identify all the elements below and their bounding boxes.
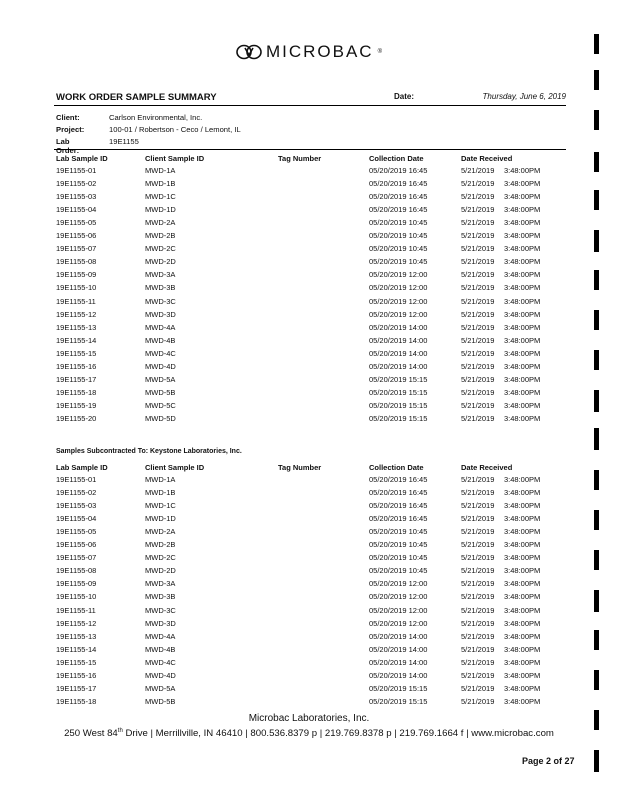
- scan-mark: [594, 152, 599, 172]
- received-time: 3:48:00PM: [504, 244, 541, 254]
- received-date: 5/21/2019: [461, 361, 495, 371]
- table-row: [56, 349, 566, 362]
- received-time: 3:48:00PM: [504, 683, 541, 693]
- footer-address-post: Drive | Merrillville, IN 46410 | 800.536.8379 p | 219.769.8378 p | 219.769.1664 f | www.microbac.com: [122, 728, 554, 740]
- client-sample-id: MWD-1A: [145, 166, 176, 175]
- client-sample-id: MWD-3A: [145, 579, 176, 589]
- received-time: 3:48:00PM: [504, 592, 541, 602]
- lab-sample-id: 19E1155-03: [56, 192, 97, 202]
- table-row: [56, 388, 566, 401]
- lab-sample-id: 19E1155-01: [56, 475, 97, 484]
- lab-sample-id: 19E1155-16: [56, 361, 97, 371]
- page-title: WORK ORDER SAMPLE SUMMARY: [56, 92, 217, 103]
- received-time: 3:48:00PM: [504, 322, 541, 332]
- table-row: [56, 697, 566, 710]
- table-row: [56, 205, 566, 218]
- collection-date: 05/20/2019 12:00: [369, 283, 428, 293]
- lab-sample-id: 19E1155-01: [56, 166, 97, 175]
- lab-sample-id: 19E1155-09: [56, 579, 97, 589]
- received-time: 3:48:00PM: [504, 309, 541, 319]
- scan-mark: [594, 190, 599, 210]
- lab-sample-id: 19E1155-17: [56, 683, 97, 693]
- client-sample-id: MWD-4A: [145, 631, 176, 641]
- scan-mark: [594, 350, 599, 370]
- col-lab-sample-id: Lab Sample ID: [56, 463, 108, 472]
- lab-sample-id: 19E1155-11: [56, 296, 96, 306]
- page-number: Page 2 of 27: [522, 756, 575, 766]
- received-time: 3:48:00PM: [504, 579, 541, 589]
- collection-date: 05/20/2019 15:15: [369, 696, 428, 706]
- collection-date: 05/20/2019 16:45: [369, 179, 428, 189]
- received-date: 5/21/2019: [461, 335, 495, 345]
- received-time: 3:48:00PM: [504, 257, 541, 267]
- received-date: 5/21/2019: [461, 257, 495, 267]
- received-time: 3:48:00PM: [504, 374, 541, 384]
- project-label: Project:: [56, 125, 85, 134]
- collection-date: 05/20/2019 10:45: [369, 553, 428, 563]
- collection-date: 05/20/2019 14:00: [369, 322, 428, 332]
- received-time: 3:48:00PM: [504, 270, 541, 280]
- scan-mark: [594, 110, 599, 130]
- client-label: Client:: [56, 113, 80, 122]
- client-sample-id: MWD-5B: [145, 387, 176, 397]
- client-sample-id: MWD-1B: [145, 179, 176, 189]
- header-rule: [54, 105, 566, 106]
- collection-date: 05/20/2019 10:45: [369, 218, 428, 228]
- received-date: 5/21/2019: [461, 322, 495, 332]
- lab-sample-id: 19E1155-14: [56, 644, 97, 654]
- received-date: 5/21/2019: [461, 657, 495, 667]
- lab-sample-id: 19E1155-10: [56, 283, 97, 293]
- lab-sample-id: 19E1155-06: [56, 231, 97, 241]
- collection-date: 05/20/2019 14:00: [369, 670, 428, 680]
- received-date: 5/21/2019: [461, 592, 495, 602]
- received-time: 3:48:00PM: [504, 348, 541, 358]
- client-sample-id: MWD-1D: [145, 205, 176, 215]
- received-date: 5/21/2019: [461, 566, 495, 576]
- scan-mark: [594, 428, 599, 450]
- table-row: [56, 231, 566, 244]
- lab-sample-id: 19E1155-05: [56, 527, 97, 537]
- lab-sample-id: 19E1155-02: [56, 488, 97, 498]
- received-time: 3:48:00PM: [504, 644, 541, 654]
- collection-date: 05/20/2019 16:45: [369, 475, 428, 484]
- received-time: 3:48:00PM: [504, 231, 541, 241]
- table-row: [56, 619, 566, 632]
- client-sample-id: MWD-5D: [145, 413, 176, 423]
- received-time: 3:48:00PM: [504, 166, 541, 175]
- collection-date: 05/20/2019 15:15: [369, 413, 428, 423]
- client-sample-id: MWD-2C: [145, 244, 176, 254]
- client-sample-id: MWD-3D: [145, 309, 176, 319]
- received-date: 5/21/2019: [461, 618, 495, 628]
- client-sample-id: MWD-2A: [145, 218, 176, 228]
- table-row: [56, 684, 566, 697]
- lab-sample-id: 19E1155-08: [56, 257, 97, 267]
- received-date: 5/21/2019: [461, 296, 495, 306]
- date-value: Thursday, June 6, 2019: [482, 92, 566, 101]
- received-date: 5/21/2019: [461, 683, 495, 693]
- collection-date: 05/20/2019 14:00: [369, 361, 428, 371]
- received-date: 5/21/2019: [461, 579, 495, 589]
- microbac-emblem-icon: [236, 44, 262, 60]
- received-date: 5/21/2019: [461, 644, 495, 654]
- lab-sample-id: 19E1155-17: [56, 374, 97, 384]
- received-date: 5/21/2019: [461, 205, 495, 215]
- received-time: 3:48:00PM: [504, 657, 541, 667]
- client-sample-id: MWD-5B: [145, 696, 176, 706]
- scan-mark: [594, 510, 599, 530]
- received-date: 5/21/2019: [461, 670, 495, 680]
- collection-date: 05/20/2019 10:45: [369, 527, 428, 537]
- received-date: 5/21/2019: [461, 374, 495, 384]
- table-row: [56, 336, 566, 349]
- collection-date: 05/20/2019 16:45: [369, 205, 428, 215]
- collection-date: 05/20/2019 15:15: [369, 374, 428, 384]
- table-row: [56, 166, 566, 179]
- lab-order-value: 19E1155: [109, 137, 139, 146]
- table-row: [56, 475, 566, 488]
- lab-sample-id: 19E1155-20: [56, 413, 97, 423]
- client-sample-id: MWD-4B: [145, 335, 176, 345]
- logo-text: MICROBAC: [265, 42, 374, 61]
- received-date: 5/21/2019: [461, 475, 495, 484]
- scan-mark: [594, 70, 599, 90]
- received-time: 3:48:00PM: [504, 566, 541, 576]
- received-time: 3:48:00PM: [504, 475, 541, 484]
- received-time: 3:48:00PM: [504, 553, 541, 563]
- collection-date: 05/20/2019 10:45: [369, 244, 428, 254]
- logo-registered-mark: ®: [377, 49, 383, 55]
- scan-mark: [594, 270, 599, 290]
- footer-address: [0, 728, 618, 739]
- client-sample-id: MWD-2B: [145, 231, 176, 241]
- table-row: [56, 310, 566, 323]
- scan-mark: [594, 710, 599, 730]
- client-sample-id: MWD-3A: [145, 270, 176, 280]
- table-row: [56, 540, 566, 553]
- report-header: [56, 92, 566, 104]
- received-date: 5/21/2019: [461, 218, 495, 228]
- received-time: 3:48:00PM: [504, 179, 541, 189]
- received-date: 5/21/2019: [461, 527, 495, 537]
- client-sample-id: MWD-3C: [145, 296, 176, 306]
- table-row: [56, 218, 566, 231]
- lab-sample-id: 19E1155-04: [56, 205, 97, 215]
- collection-date: 05/20/2019 14:00: [369, 657, 428, 667]
- lab-sample-id: 19E1155-08: [56, 566, 97, 576]
- collection-date: 05/20/2019 12:00: [369, 296, 428, 306]
- received-time: 3:48:00PM: [504, 501, 541, 511]
- received-date: 5/21/2019: [461, 387, 495, 397]
- client-sample-id: MWD-4B: [145, 644, 176, 654]
- collection-date: 05/20/2019 12:00: [369, 579, 428, 589]
- lab-sample-id: 19E1155-07: [56, 553, 97, 563]
- collection-date: 05/20/2019 10:45: [369, 566, 428, 576]
- table-row: [56, 362, 566, 375]
- client-sample-id: MWD-3B: [145, 592, 176, 602]
- date-label: Date:: [394, 92, 415, 101]
- collection-date: 05/20/2019 14:00: [369, 335, 428, 345]
- received-date: 5/21/2019: [461, 400, 495, 410]
- lab-sample-id: 19E1155-15: [56, 657, 97, 667]
- collection-date: 05/20/2019 16:45: [369, 488, 428, 498]
- collection-date: 05/20/2019 12:00: [369, 309, 428, 319]
- lab-sample-id: 19E1155-10: [56, 592, 97, 602]
- collection-date: 05/20/2019 16:45: [369, 166, 428, 175]
- client-value: Carlson Environmental, Inc.: [109, 113, 203, 122]
- received-time: 3:48:00PM: [504, 488, 541, 498]
- lab-sample-id: 19E1155-11: [56, 605, 96, 615]
- col-date-received: Date Received: [461, 463, 513, 472]
- client-sample-id: MWD-1A: [145, 475, 176, 484]
- table-row: [56, 658, 566, 671]
- received-time: 3:48:00PM: [504, 696, 541, 706]
- footer-address-pre: 250 West 84: [64, 728, 118, 740]
- lab-sample-id: 19E1155-14: [56, 335, 97, 345]
- received-time: 3:48:00PM: [504, 527, 541, 537]
- received-time: 3:48:00PM: [504, 296, 541, 306]
- client-sample-id: MWD-2B: [145, 540, 176, 550]
- scan-mark: [594, 230, 599, 252]
- received-date: 5/21/2019: [461, 696, 495, 706]
- received-date: 5/21/2019: [461, 179, 495, 189]
- lab-sample-id: 19E1155-09: [56, 270, 97, 280]
- table-row: [56, 553, 566, 566]
- received-date: 5/21/2019: [461, 501, 495, 511]
- table-row: [56, 488, 566, 501]
- collection-date: 05/20/2019 14:00: [369, 631, 428, 641]
- table-row: [56, 323, 566, 336]
- collection-date: 05/20/2019 12:00: [369, 618, 428, 628]
- scan-mark: [594, 550, 599, 570]
- info-rule: [54, 149, 566, 150]
- received-time: 3:48:00PM: [504, 361, 541, 371]
- client-sample-id: MWD-2D: [145, 566, 176, 576]
- table-row: [56, 592, 566, 605]
- lab-sample-id: 19E1155-19: [56, 400, 97, 410]
- client-sample-id: MWD-5A: [145, 374, 176, 384]
- received-date: 5/21/2019: [461, 514, 495, 524]
- collection-date: 05/20/2019 10:45: [369, 231, 428, 241]
- subcontract-title: Samples Subcontracted To: Keystone Laboratories, Inc.: [56, 448, 242, 455]
- scan-mark: [594, 310, 599, 330]
- collection-date: 05/20/2019 12:00: [369, 592, 428, 602]
- lab-order-label: Lab Order:: [56, 137, 80, 155]
- received-time: 3:48:00PM: [504, 218, 541, 228]
- received-time: 3:48:00PM: [504, 618, 541, 628]
- col-tag-number: Tag Number: [278, 463, 322, 472]
- collection-date: 05/20/2019 14:00: [369, 348, 428, 358]
- scan-mark: [594, 630, 599, 650]
- table-row: [56, 606, 566, 619]
- table-row: [56, 645, 566, 658]
- client-sample-id: MWD-3C: [145, 605, 176, 615]
- table-row: [56, 566, 566, 579]
- received-time: 3:48:00PM: [504, 413, 541, 423]
- received-time: 3:48:00PM: [504, 514, 541, 524]
- table-row: [56, 401, 566, 414]
- client-sample-id: MWD-1D: [145, 514, 176, 524]
- received-date: 5/21/2019: [461, 348, 495, 358]
- table-row: [56, 297, 566, 310]
- table-row: [56, 375, 566, 388]
- received-date: 5/21/2019: [461, 553, 495, 563]
- client-sample-id: MWD-4C: [145, 348, 176, 358]
- client-sample-id: MWD-5C: [145, 400, 176, 410]
- scan-mark: [594, 390, 599, 412]
- received-time: 3:48:00PM: [504, 192, 541, 202]
- received-time: 3:48:00PM: [504, 400, 541, 410]
- col-tag-number: Tag Number: [278, 154, 322, 163]
- client-sample-id: MWD-2A: [145, 527, 176, 537]
- collection-date: 05/20/2019 15:15: [369, 683, 428, 693]
- client-sample-id: MWD-3B: [145, 283, 176, 293]
- collection-date: 05/20/2019 10:45: [369, 257, 428, 267]
- received-time: 3:48:00PM: [504, 605, 541, 615]
- table-row: [56, 414, 566, 427]
- client-sample-id: MWD-4D: [145, 361, 176, 371]
- lab-sample-id: 19E1155-15: [56, 348, 97, 358]
- collection-date: 05/20/2019 16:45: [369, 514, 428, 524]
- received-time: 3:48:00PM: [504, 631, 541, 641]
- footer-address-sup: th: [117, 728, 123, 734]
- collection-date: 05/20/2019 12:00: [369, 270, 428, 280]
- scan-mark: [594, 34, 599, 54]
- received-time: 3:48:00PM: [504, 205, 541, 215]
- client-sample-id: MWD-1C: [145, 501, 176, 511]
- received-time: 3:48:00PM: [504, 670, 541, 680]
- received-date: 5/21/2019: [461, 605, 495, 615]
- table-row: [56, 632, 566, 645]
- table-row: [56, 514, 566, 527]
- client-sample-id: MWD-5A: [145, 683, 176, 693]
- received-time: 3:48:00PM: [504, 540, 541, 550]
- received-time: 3:48:00PM: [504, 387, 541, 397]
- scan-mark: [594, 670, 599, 690]
- received-date: 5/21/2019: [461, 166, 495, 175]
- received-date: 5/21/2019: [461, 488, 495, 498]
- client-sample-id: MWD-1B: [145, 488, 176, 498]
- client-sample-id: MWD-2C: [145, 553, 176, 563]
- table-row: [56, 179, 566, 192]
- table-row: [56, 501, 566, 514]
- table-row: [56, 671, 566, 684]
- table-row: [56, 257, 566, 270]
- lab-sample-id: 19E1155-04: [56, 514, 97, 524]
- col-client-sample-id: Client Sample ID: [145, 154, 205, 163]
- collection-date: 05/20/2019 16:45: [369, 501, 428, 511]
- col-collection-date: Collection Date: [369, 154, 424, 163]
- col-lab-sample-id: Lab Sample ID: [56, 154, 108, 163]
- client-sample-id: MWD-4A: [145, 322, 176, 332]
- lab-sample-id: 19E1155-16: [56, 670, 97, 680]
- client-sample-id: MWD-4C: [145, 657, 176, 667]
- scan-mark: [594, 750, 599, 772]
- collection-date: 05/20/2019 14:00: [369, 644, 428, 654]
- client-sample-id: MWD-3D: [145, 618, 176, 628]
- table-row: [56, 527, 566, 540]
- received-date: 5/21/2019: [461, 270, 495, 280]
- scan-mark: [594, 470, 599, 490]
- table-row: [56, 192, 566, 205]
- lab-sample-id: 19E1155-12: [56, 309, 97, 319]
- lab-sample-id: 19E1155-02: [56, 179, 97, 189]
- received-date: 5/21/2019: [461, 309, 495, 319]
- lab-sample-id: 19E1155-03: [56, 501, 97, 511]
- col-date-received: Date Received: [461, 154, 513, 163]
- client-sample-id: MWD-1C: [145, 192, 176, 202]
- table-row: [56, 283, 566, 296]
- received-date: 5/21/2019: [461, 283, 495, 293]
- received-date: 5/21/2019: [461, 244, 495, 254]
- lab-sample-id: 19E1155-06: [56, 540, 97, 550]
- lab-sample-id: 19E1155-07: [56, 244, 97, 254]
- scan-mark: [594, 590, 599, 612]
- received-date: 5/21/2019: [461, 631, 495, 641]
- client-sample-id: MWD-4D: [145, 670, 176, 680]
- collection-date: 05/20/2019 10:45: [369, 540, 428, 550]
- footer-company: Microbac Laboratories, Inc.: [248, 713, 370, 724]
- received-date: 5/21/2019: [461, 413, 495, 423]
- lab-sample-id: 19E1155-12: [56, 618, 97, 628]
- lab-sample-id: 19E1155-13: [56, 631, 97, 641]
- lab-sample-id: 19E1155-13: [56, 322, 97, 332]
- received-date: 5/21/2019: [461, 540, 495, 550]
- table-row: [56, 244, 566, 257]
- lab-sample-id: 19E1155-05: [56, 218, 97, 228]
- col-collection-date: Collection Date: [369, 463, 424, 472]
- project-value: 100-01 / Robertson - Ceco / Lemont, IL: [109, 125, 241, 134]
- client-sample-id: MWD-2D: [145, 257, 176, 267]
- received-time: 3:48:00PM: [504, 335, 541, 345]
- lab-sample-id: 19E1155-18: [56, 387, 97, 397]
- microbac-logo: [0, 42, 618, 65]
- collection-date: 05/20/2019 16:45: [369, 192, 428, 202]
- col-client-sample-id: Client Sample ID: [145, 463, 205, 472]
- collection-date: 05/20/2019 15:15: [369, 400, 428, 410]
- collection-date: 05/20/2019 15:15: [369, 387, 428, 397]
- table-row: [56, 270, 566, 283]
- received-date: 5/21/2019: [461, 231, 495, 241]
- received-time: 3:48:00PM: [504, 283, 541, 293]
- table-row: [56, 579, 566, 592]
- collection-date: 05/20/2019 12:00: [369, 605, 428, 615]
- received-date: 5/21/2019: [461, 192, 495, 202]
- lab-sample-id: 19E1155-18: [56, 696, 97, 706]
